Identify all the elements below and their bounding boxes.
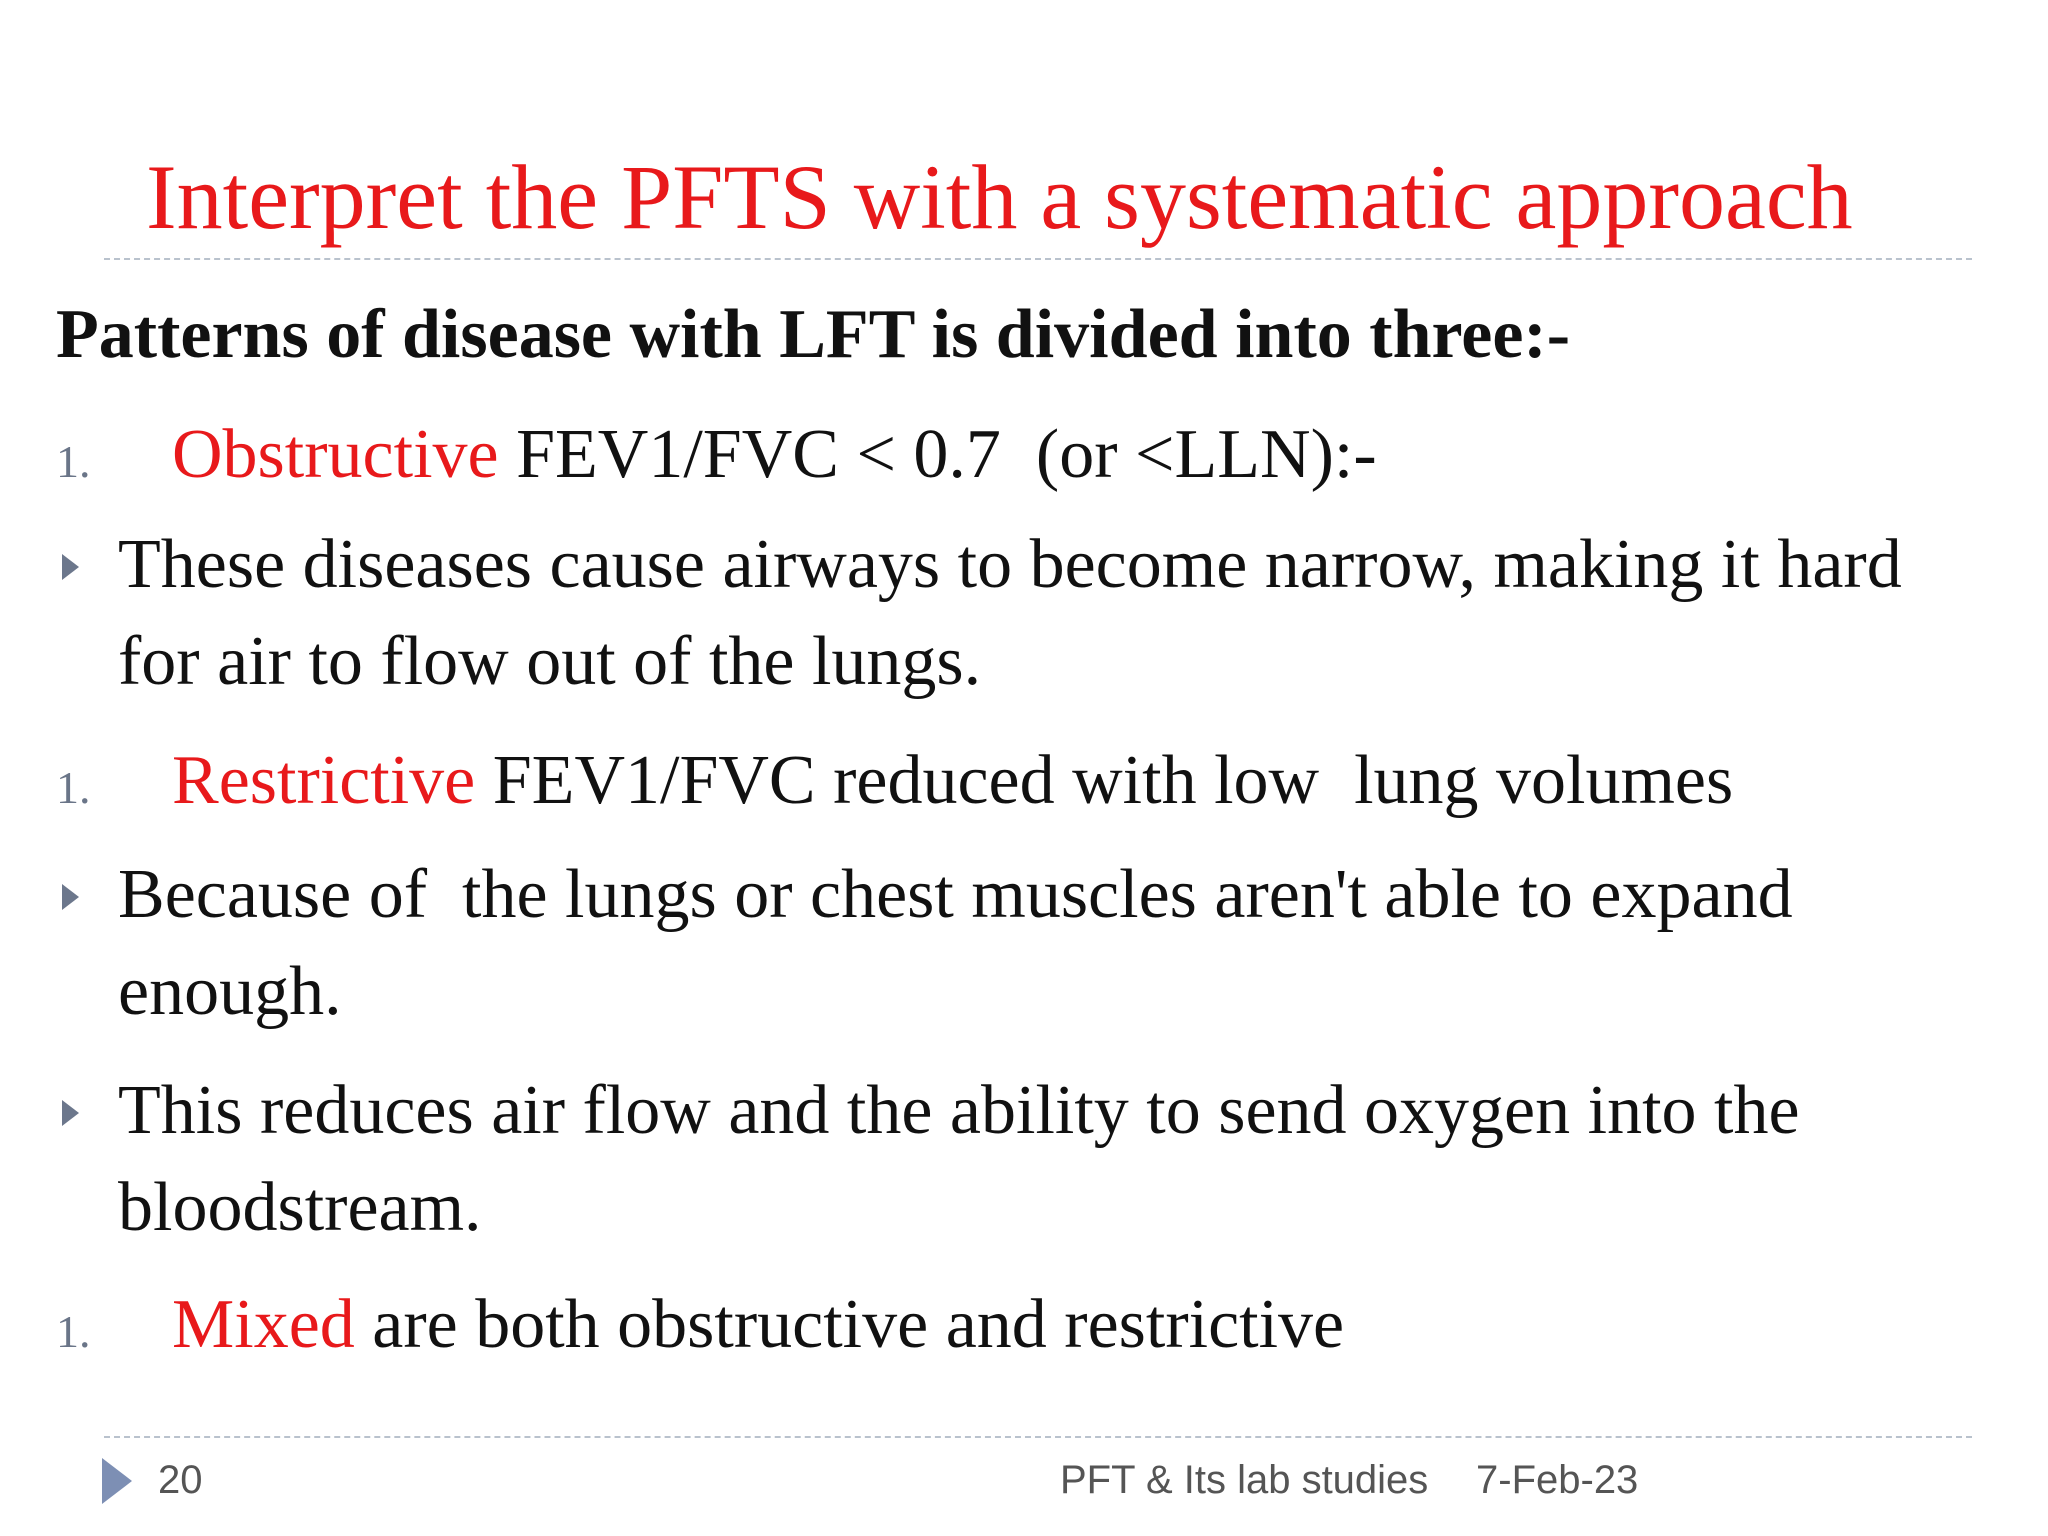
slide-number: 20 (158, 1458, 203, 1502)
triangle-right-icon (102, 1458, 132, 1504)
bullet-item (56, 846, 1956, 1040)
patterns-heading: Patterns of disease with LFT is divided into three:- (56, 296, 1571, 373)
slide-title: Interpret the PFTS with a systematic approach (146, 146, 1853, 248)
bullet-item (56, 516, 1956, 710)
item-text-obstructive: FEV1/FVC < 0.7 (or <LLN):- (498, 416, 1377, 493)
numbered-item-obstructive (56, 410, 1377, 507)
item-text-mixed: are both obstructive and restrictive (354, 1286, 1345, 1363)
bullet-item (56, 1062, 1956, 1256)
triangle-right-icon (62, 554, 79, 580)
title-divider (104, 258, 1972, 260)
triangle-right-icon (62, 1100, 79, 1126)
numbered-item-restrictive (56, 736, 1733, 833)
item-number: 1. (56, 1306, 91, 1357)
item-number: 1. (56, 762, 91, 813)
footer-divider (104, 1436, 1972, 1438)
item-text-restrictive: FEV1/FVC reduced with low lung volumes (475, 742, 1734, 819)
bullet-text: Because of the lungs or chest muscles aren't able to expand enough. (118, 856, 1811, 1030)
footer-title: PFT & Its lab studies (1060, 1458, 1429, 1502)
triangle-right-icon (62, 884, 79, 910)
numbered-item-mixed (56, 1280, 1344, 1377)
item-number: 1. (56, 436, 91, 487)
item-term-obstructive: Obstructive (172, 416, 499, 493)
bullet-text: This reduces air flow and the ability to send oxygen into the bloodstream. (118, 1072, 1800, 1246)
item-term-mixed: Mixed (172, 1286, 355, 1363)
footer-date: 7-Feb-23 (1476, 1458, 1639, 1502)
item-term-restrictive: Restrictive (172, 742, 476, 819)
bullet-text: These diseases cause airways to become narrow, making it hard for air to flow out of the lungs. (118, 526, 1902, 700)
